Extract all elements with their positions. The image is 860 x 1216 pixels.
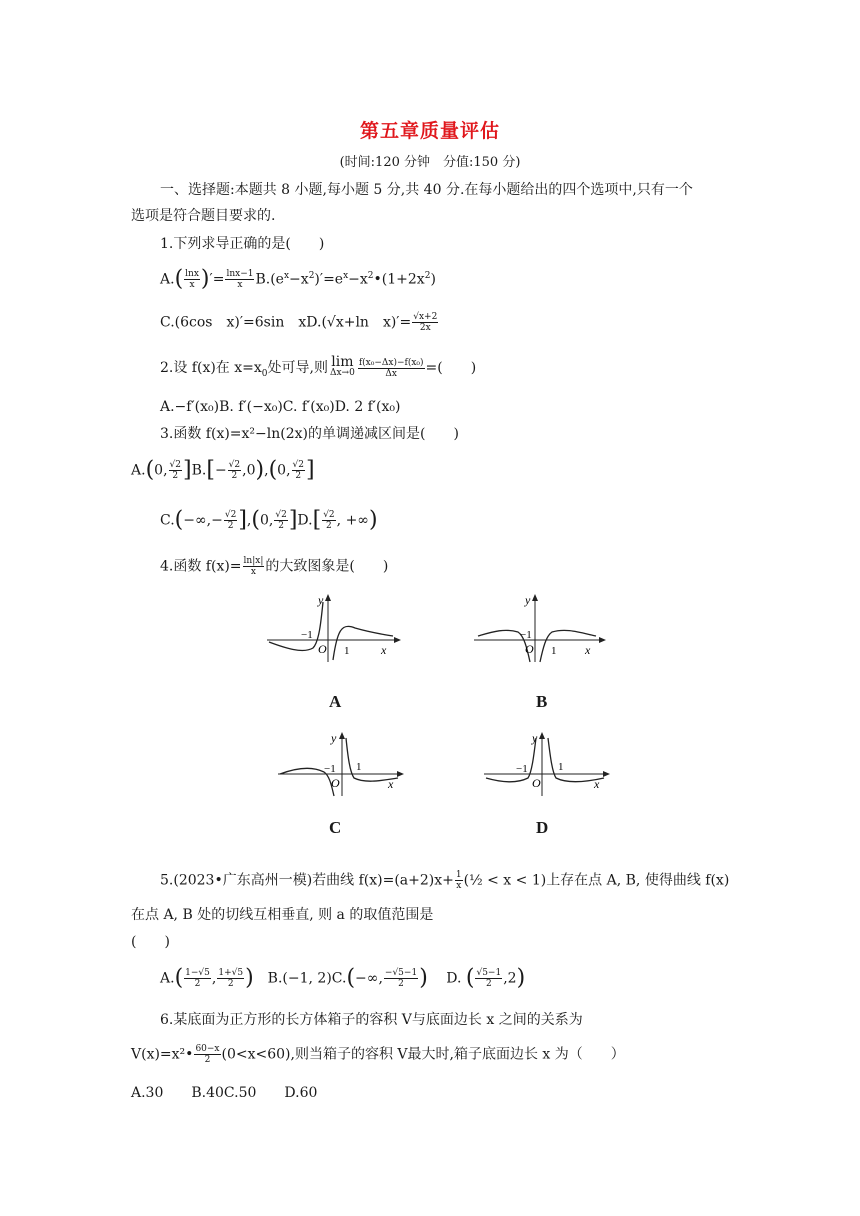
graph-c-y-label: y — [331, 731, 337, 745]
section-instructions-line1: 一、选择题:本题共 8 小题,每小题 5 分,共 40 分.在每小题给出的四个选项中,只有一个 — [160, 182, 693, 198]
q5-line3: ( ) — [131, 934, 170, 950]
graph-b-origin: O — [525, 642, 534, 656]
graph-b-y-label: y — [525, 593, 531, 607]
q3-options-ab: A.(0, $\frac{√2}{2}$ ]B.[− $\frac{√2}{2}$ ,0),(0, $\frac{√2}{2}$ ] — [131, 457, 315, 483]
q1-d-fraction: $\frac{√x+2}{2x}$ — [413, 312, 438, 333]
graph-c-pos1: 1 — [356, 761, 362, 773]
graph-c — [276, 728, 408, 798]
q2-options: A.−f′(x₀)B. f′(−x₀)C. f′(x₀)D. 2 f′(x₀) — [160, 399, 401, 415]
q1-c-text: (6cos x)′=6sin x — [174, 314, 307, 331]
q2-stem: 2.设 f(x)在 $x=x_0$处可导,则 lim Δx→0 $\frac{\text{f(x₀−Δx)−f(x₀)}}{\Delta x}$ =( ) — [160, 354, 477, 379]
q5-stem: 5.(2023•广东高州一模)若曲线 f(x)=(a+2)x+ $\frac{1}{x}$ (½ < x < 1)上存在点 A, B, 使得曲线 f(x) — [160, 870, 730, 891]
q1-a-fraction: $\frac{\ln x}{x}$ — [185, 269, 199, 291]
graph-a-y-label: y — [318, 593, 324, 607]
q1-a-rhs-fraction: $\frac{\ln x-1}{x}$ — [226, 269, 254, 291]
q3-stem: 3.函数 f(x)=x²−ln(2x)的单调递减区间是( ) — [160, 426, 459, 442]
q4-stem: 4.函数 f(x)= $\frac{\ln|x|}{x}$ 的大致图象是( ) — [160, 556, 389, 577]
q6-line1: 6.某底面为正方形的长方体箱子的容积 V与底面边长 x 之间的关系为 — [160, 1012, 583, 1028]
graph-d — [482, 728, 614, 798]
q1-d-text: (√x+ln x)′= — [321, 314, 412, 331]
graph-a-neg1: −1 — [301, 629, 313, 641]
q1-stem: 1.下列求导正确的是( ) — [160, 236, 325, 252]
graph-b-neg1: −1 — [520, 629, 532, 641]
q1-a-label: A. — [160, 271, 175, 288]
graph-c-origin: O — [331, 776, 340, 790]
graph-d-neg1: −1 — [516, 763, 528, 775]
q6-options: A.30 B.40C.50 D.60 — [131, 1085, 318, 1101]
graph-b-pos1: 1 — [551, 645, 557, 657]
graph-d-y-label: y — [532, 731, 538, 745]
graph-d-label: D — [536, 818, 549, 837]
page-title: 第五章质量评估 — [359, 120, 500, 142]
section-instructions-line2: 选项是符合题目要求的. — [131, 208, 276, 224]
graph-b — [472, 592, 612, 664]
graph-a-x-label: x — [381, 643, 387, 657]
graph-c-label: C — [329, 818, 342, 837]
graph-c-x-label: x — [388, 777, 394, 791]
q5-line2: 在点 A, B 处的切线互相垂直, 则 a 的取值范围是 — [131, 907, 434, 923]
graph-b-x-label: x — [585, 643, 591, 657]
graph-a-pos1: 1 — [344, 645, 350, 657]
q6-fraction: $\frac{60-x}{2}$ — [195, 1044, 220, 1065]
q5-options: A.( $\frac{1-√5}{2}$ , $\frac{1+√5}{2}$ ) B.(−1, 2)C.(−∞, $\frac{-√5-1}{2}$ ) D. ( $\frac{√5-1}{2}$ ,2) — [160, 965, 526, 991]
q1-b-label: B. — [255, 271, 271, 288]
graph-a-origin: O — [318, 642, 327, 656]
q1-options-cd: C.(6cos x)′=6sin xD.(√x+ln x)′= $\frac{√x+2}{2x}$ — [160, 312, 438, 333]
q1-options-ab: A.( $\frac{\ln x}{x}$ )′= $\frac{\ln x-1}{x}$ $B.(e^x-x^2)'=e^x-x^2•(1+2x^2)$ — [160, 266, 436, 292]
graph-a — [265, 592, 405, 664]
graph-b-label: B — [536, 692, 548, 711]
q3-options-cd: C.(−∞,− $\frac{√2}{2}$ ],(0, $\frac{√2}{2}$ ]D.[ $\frac{√2}{2}$ , +∞) — [160, 507, 378, 533]
graph-c-neg1: −1 — [324, 763, 336, 775]
q2-fraction: $\frac{\text{f(x₀−Δx)−f(x₀)}}{\Delta x}$ — [358, 357, 424, 379]
graph-a-label: A — [329, 692, 342, 711]
page-subtitle: (时间:120 分钟 分值:150 分) — [339, 155, 521, 170]
graph-d-x-label: x — [594, 777, 600, 791]
q4-fraction: $\frac{\ln|x|}{x}$ — [243, 556, 264, 577]
graph-d-origin: O — [532, 776, 541, 790]
q6-line2: V(x)=x²• $\frac{60-x}{2}$ (0<x<60),则当箱子的容积 V最大时,箱子底面边长 x 为（ ） — [131, 1044, 625, 1065]
graph-d-pos1: 1 — [558, 761, 564, 773]
